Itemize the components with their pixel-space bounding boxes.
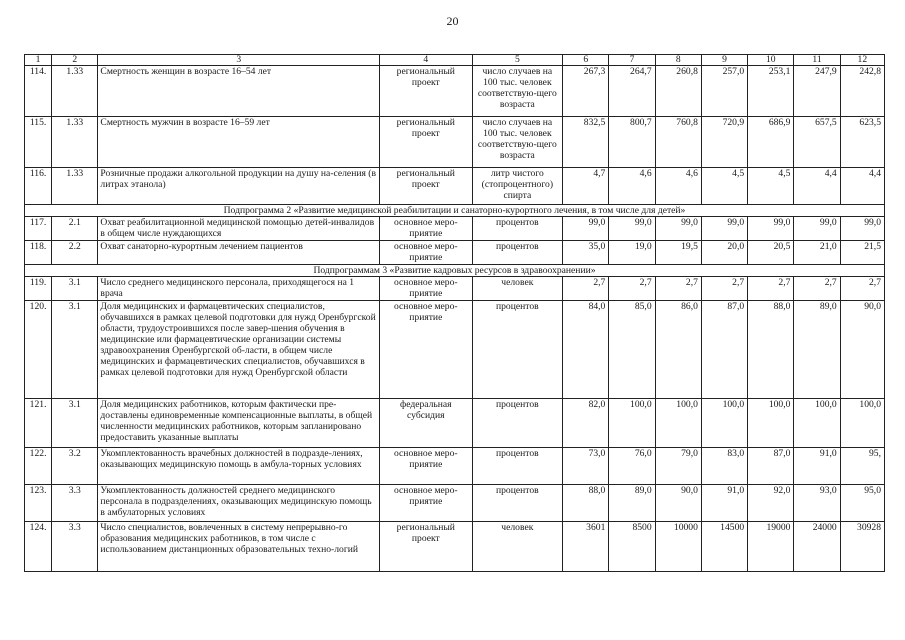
value-cell: 2,7 — [840, 277, 884, 301]
indicator-code: 1.33 — [52, 66, 98, 117]
value-cell: 242,8 — [840, 66, 884, 117]
value-cell: 832,5 — [563, 117, 609, 168]
value-cell: 14500 — [701, 522, 747, 572]
value-cell: 4,5 — [748, 168, 794, 205]
value-cell: 19000 — [748, 522, 794, 572]
indicator-name: Охват реабилитационной медицинской помощью детей-инвалидов в общем числе нуждающихся — [98, 217, 380, 241]
table-body — [25, 55, 885, 572]
indicator-code: 3.2 — [52, 448, 98, 485]
column-number: 7 — [609, 55, 655, 66]
value-cell: 99,0 — [563, 217, 609, 241]
indicator-code: 1.33 — [52, 168, 98, 205]
unit-of-measure: человек — [472, 522, 563, 572]
column-number: 4 — [380, 55, 473, 66]
value-cell: 760,8 — [655, 117, 701, 168]
value-cell: 686,9 — [748, 117, 794, 168]
indicator-name: Число специалистов, вовлеченных в систему непрерывно-го образования медицинских работников, в том числе с использованием дистанционных образовательных техно-логий — [98, 522, 380, 572]
indicator-name: Охват санаторно-курортным лечением пациентов — [98, 241, 380, 265]
value-cell: 82,0 — [563, 399, 609, 448]
table-row — [25, 277, 885, 301]
subprogram-heading: Подпрограммам 3 «Развитие кадровых ресурсов в здравоохранении» — [25, 265, 885, 277]
value-cell: 4,7 — [563, 168, 609, 205]
column-number: 10 — [748, 55, 794, 66]
unit-of-measure: человек — [472, 277, 563, 301]
row-number: 124. — [25, 522, 52, 572]
value-cell: 95,0 — [840, 485, 884, 522]
table-row — [25, 399, 885, 448]
value-cell: 99,0 — [609, 217, 655, 241]
value-cell: 88,0 — [748, 301, 794, 399]
value-cell: 20,5 — [748, 241, 794, 265]
value-cell: 99,0 — [748, 217, 794, 241]
indicator-code: 2.1 — [52, 217, 98, 241]
implementation-source: основное меро-приятие — [380, 241, 473, 265]
value-cell: 30928 — [840, 522, 884, 572]
value-cell: 76,0 — [609, 448, 655, 485]
implementation-source: основное меро-приятие — [380, 301, 473, 399]
row-number: 120. — [25, 301, 52, 399]
row-number: 114. — [25, 66, 52, 117]
value-cell: 87,0 — [701, 301, 747, 399]
unit-of-measure: процентов — [472, 485, 563, 522]
row-number: 121. — [25, 399, 52, 448]
value-cell: 100,0 — [794, 399, 840, 448]
value-cell: 2,7 — [609, 277, 655, 301]
value-cell: 19,5 — [655, 241, 701, 265]
column-number: 2 — [52, 55, 98, 66]
column-number: 3 — [98, 55, 380, 66]
value-cell: 100,0 — [655, 399, 701, 448]
value-cell: 90,0 — [840, 301, 884, 399]
value-cell: 83,0 — [701, 448, 747, 485]
value-cell: 8500 — [609, 522, 655, 572]
implementation-source: региональный проект — [380, 117, 473, 168]
value-cell: 89,0 — [609, 485, 655, 522]
value-cell: 91,0 — [794, 448, 840, 485]
row-number: 116. — [25, 168, 52, 205]
row-number: 123. — [25, 485, 52, 522]
indicator-name: Смертность мужчин в возрасте 16–59 лет — [98, 117, 380, 168]
value-cell: 24000 — [794, 522, 840, 572]
value-cell: 99,0 — [655, 217, 701, 241]
value-cell: 79,0 — [655, 448, 701, 485]
indicator-name: Доля медицинских работников, которым фактически пре-доставлены единовременные компенсационные выплаты, в общей численности медицинских работников, которым запланировано предоставить указанные выплаты — [98, 399, 380, 448]
table-row — [25, 241, 885, 265]
implementation-source: основное меро-приятие — [380, 485, 473, 522]
unit-of-measure: процентов — [472, 399, 563, 448]
page-number: 20 — [446, 14, 459, 28]
value-cell: 2,7 — [655, 277, 701, 301]
value-cell: 100,0 — [748, 399, 794, 448]
unit-of-measure: литр чистого (стопроцентного) спирта — [472, 168, 563, 205]
value-cell: 720,9 — [701, 117, 747, 168]
indicator-name: Доля медицинских и фармацевтических специалистов, обучавшихся в рамках целевой подготовки для нужд Оренбургской области, трудоустроившихся после завер-шения обучения в медицинские или фармацевтические организации системы здравоохранения Оренбургской об-ласти, в общем числе медицинских и фармацевтических специалистов, обучавшихся в рамках целевой подготовки для нужд Оренбургской области — [98, 301, 380, 399]
row-number: 119. — [25, 277, 52, 301]
value-cell: 100,0 — [609, 399, 655, 448]
unit-of-measure: процентов — [472, 301, 563, 399]
value-cell: 100,0 — [840, 399, 884, 448]
value-cell: 2,7 — [794, 277, 840, 301]
indicator-code: 3.1 — [52, 277, 98, 301]
indicator-code: 3.1 — [52, 399, 98, 448]
value-cell: 92,0 — [748, 485, 794, 522]
value-cell: 99,0 — [701, 217, 747, 241]
implementation-source: основное меро-приятие — [380, 448, 473, 485]
value-cell: 800,7 — [609, 117, 655, 168]
table-row — [25, 117, 885, 168]
value-cell: 4,5 — [701, 168, 747, 205]
value-cell: 4,6 — [609, 168, 655, 205]
value-cell: 264,7 — [609, 66, 655, 117]
value-cell: 99,0 — [840, 217, 884, 241]
column-number: 5 — [472, 55, 563, 66]
table-row — [25, 448, 885, 485]
row-number: 115. — [25, 117, 52, 168]
table-row — [25, 522, 885, 572]
indicator-code: 2.2 — [52, 241, 98, 265]
subprogram-heading-row — [25, 205, 885, 217]
table-row — [25, 217, 885, 241]
value-cell: 93,0 — [794, 485, 840, 522]
value-cell: 35,0 — [563, 241, 609, 265]
unit-of-measure: процентов — [472, 448, 563, 485]
implementation-source: основное меро-приятие — [380, 217, 473, 241]
indicator-name: Укомплектованность должностей среднего медицинского персонала в подразделениях, оказывающих медицинскую помощь в амбулаторных условиях — [98, 485, 380, 522]
subprogram-heading-row — [25, 265, 885, 277]
table-row — [25, 66, 885, 117]
column-numbers-row — [25, 55, 885, 66]
value-cell: 95, — [840, 448, 884, 485]
value-cell: 73,0 — [563, 448, 609, 485]
indicator-name: Смертность женщин в возрасте 16–54 лет — [98, 66, 380, 117]
value-cell: 10000 — [655, 522, 701, 572]
indicators-table — [24, 54, 885, 572]
value-cell: 84,0 — [563, 301, 609, 399]
value-cell: 4,4 — [840, 168, 884, 205]
value-cell: 257,0 — [701, 66, 747, 117]
value-cell: 87,0 — [748, 448, 794, 485]
indicator-name: Укомплектованность врачебных должностей в подразде-лениях, оказывающих медицинскую помощь в амбула-торных условиях — [98, 448, 380, 485]
row-number: 117. — [25, 217, 52, 241]
value-cell: 86,0 — [655, 301, 701, 399]
column-number: 8 — [655, 55, 701, 66]
implementation-source: региональный проект — [380, 66, 473, 117]
value-cell: 2,7 — [701, 277, 747, 301]
unit-of-measure: число случаев на 100 тыс. человек соответствую-щего возраста — [472, 66, 563, 117]
indicator-code: 3.3 — [52, 485, 98, 522]
indicator-code: 3.3 — [52, 522, 98, 572]
value-cell: 623,5 — [840, 117, 884, 168]
table-row — [25, 485, 885, 522]
indicator-code: 3.1 — [52, 301, 98, 399]
indicator-name: Число среднего медицинского персонала, приходящегося на 1 врача — [98, 277, 380, 301]
implementation-source: региональный проект — [380, 522, 473, 572]
implementation-source: основное меро-приятие — [380, 277, 473, 301]
value-cell: 2,7 — [748, 277, 794, 301]
implementation-source: региональный проект — [380, 168, 473, 205]
value-cell: 4,6 — [655, 168, 701, 205]
row-number: 122. — [25, 448, 52, 485]
column-number: 1 — [25, 55, 52, 66]
value-cell: 21,5 — [840, 241, 884, 265]
implementation-source: федеральная субсидия — [380, 399, 473, 448]
value-cell: 100,0 — [701, 399, 747, 448]
row-number: 118. — [25, 241, 52, 265]
value-cell: 4,4 — [794, 168, 840, 205]
unit-of-measure: число случаев на 100 тыс. человек соответствую-щего возраста — [472, 117, 563, 168]
indicator-code: 1.33 — [52, 117, 98, 168]
value-cell: 2,7 — [563, 277, 609, 301]
indicator-name: Розничные продажи алкогольной продукции на душу на-селения (в литрах этанола) — [98, 168, 380, 205]
value-cell: 88,0 — [563, 485, 609, 522]
value-cell: 260,8 — [655, 66, 701, 117]
value-cell: 19,0 — [609, 241, 655, 265]
value-cell: 99,0 — [794, 217, 840, 241]
column-number: 6 — [563, 55, 609, 66]
value-cell: 21,0 — [794, 241, 840, 265]
unit-of-measure: процентов — [472, 241, 563, 265]
value-cell: 267,3 — [563, 66, 609, 117]
value-cell: 85,0 — [609, 301, 655, 399]
value-cell: 90,0 — [655, 485, 701, 522]
table-row — [25, 168, 885, 205]
unit-of-measure: процентов — [472, 217, 563, 241]
column-number: 11 — [794, 55, 840, 66]
value-cell: 91,0 — [701, 485, 747, 522]
value-cell: 657,5 — [794, 117, 840, 168]
value-cell: 3601 — [563, 522, 609, 572]
table-row — [25, 301, 885, 399]
value-cell: 89,0 — [794, 301, 840, 399]
value-cell: 20,0 — [701, 241, 747, 265]
value-cell: 253,1 — [748, 66, 794, 117]
value-cell: 247,9 — [794, 66, 840, 117]
subprogram-heading: Подпрограмма 2 «Развитие медицинской реабилитации и санаторно-курортного лечения, в том числе для детей» — [25, 205, 885, 217]
column-number: 12 — [840, 55, 884, 66]
column-number: 9 — [701, 55, 747, 66]
